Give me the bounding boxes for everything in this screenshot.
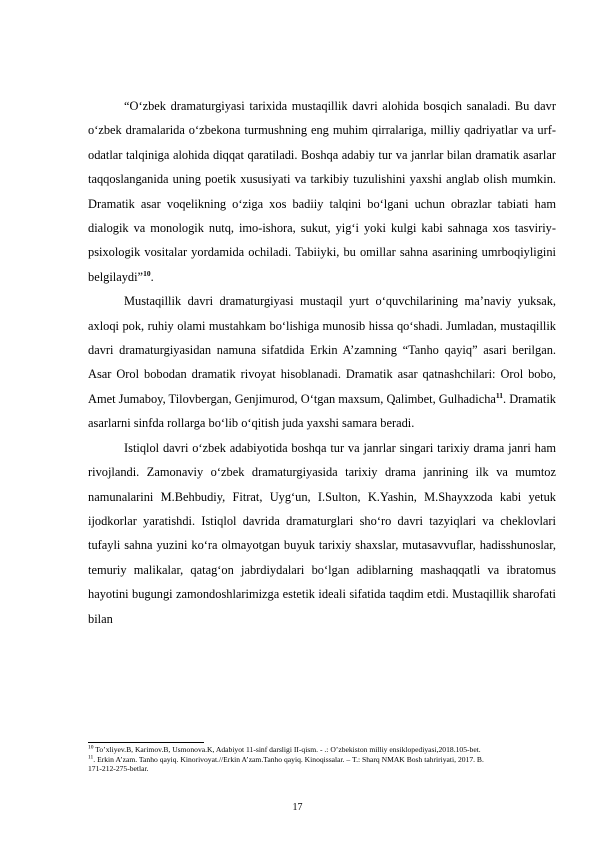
paragraph-3	[88, 436, 556, 631]
page-number: 17	[292, 802, 303, 813]
footnote-10-number: 10	[88, 744, 94, 751]
footnote-10-text: To’xliyev.B, Karimov.B, Usmonova.K, Adabiyot 11-sinf darsligi II-qism. - .: O’zbekiston milliy ensiklopediyasi,2018.105-bet.	[93, 745, 481, 754]
paragraph-1-tail: .	[150, 269, 154, 284]
paragraph-2	[88, 289, 556, 435]
footnote-11-number: 11	[88, 754, 94, 761]
paragraph-2-tail: . Dramatik asarlarni sinfda rollarga bo‘lib o‘qitish juda yaxshi samara beradi.	[88, 391, 556, 431]
footnote-ref-11[interactable]: 11	[495, 390, 503, 400]
paragraph-2-text: Mustaqillik davri dramaturgiyasi mustaqil yurt o‘quvchilarining ma’naviy yuksak, axloqi pok, ruhiy olami mustahkam bo‘lishiga munosib hissa qo‘shadi. Jumladan, mustaqillik davri dramaturgiyasidan namuna sifatdida Erkin A’zamning “Tanho qayiq” asari berilgan. Asar Orol bobodan dramatik rivoyat hisoblanadi. Dramatik asar qatnashchilari: Orol bobo, Amet Jumaboy, Tilovbergan, Genjimurod, O‘tgan maxsum, Qalimbet, Gulhadicha	[88, 294, 556, 406]
paragraph-3-text: Istiqlol davri o‘zbek adabiyotida boshqa tur va janrlar singari tarixiy drama janri ham rivojlandi. Zamonaviy o‘zbek dramaturgiyasida tarixiy drama janrining ilk va mumtoz namunalarini M.Behbudiy, Fitrat, Uyg‘un, I.Sulton, K.Yashin, M.Shayxzoda kabi yetuk ijodkorlar yaratishdi. Istiqlol davrida dramaturglari sho‘ro davri tazyiqlari va cheklovlari tufayli sahna yuzini ko‘ra olmayotgan buyuk tarixiy shaxslar, mutasavvuflar, hadisshunoslar, temuriy malikalar, qatag‘on jabrdiydalari bo‘lgan adiblarning mashaqqatli va ibratomus hayotini bugungi zamondoshlarimizga estetik ideali sifatida taqdim etdi. Mustaqillik sharofati bilan	[88, 440, 556, 626]
main-text	[88, 94, 556, 631]
footnotes	[88, 745, 488, 774]
footnote-10	[88, 745, 488, 755]
footnote-ref-10[interactable]: 10	[143, 268, 151, 278]
paragraph-1-text: “O‘zbek dramaturgiyasi tarixida mustaqillik davri alohida bosqich sanaladi. Bu davr o‘zbek dramalarida o‘zbekona turmushning eng muhim qirralariga, milliy qadriyatlar va urf-odatlar talqiniga alohida diqqat qaratiladi. Boshqa adabiy tur va janrlar bilan dramatik asarlar taqqoslanganida uning poetik xususiyati va tarkibiy tuzulishini yaxshi anglab olish mumkin. Dramatik asar voqelikning o‘ziga xos badiiy talqini bo‘lgani uchun obrazlar tabiati ham dialogik va monologik nutq, imo-ishora, sukut, yig‘i yoki kulgi kabi sahnaga xos tasviriy-psixologik vositalar yordamida ochiladi. Tabiiyki, bu omillar sahna asarining umrboqiyligini belgilaydi”	[88, 99, 556, 284]
footnote-11-text: . Erkin A’zam. Tanho qayiq. Kinorivoyat.//Erkin A’zam.Tanho qayiq. Kinoqissalar. – T.: Sharq NMAK Bosh tahririyati, 2017. B. 171-212-275-betlar.	[88, 754, 484, 774]
paragraph-1	[88, 94, 556, 289]
footnote-11	[88, 755, 488, 774]
footnote-divider	[88, 742, 204, 743]
